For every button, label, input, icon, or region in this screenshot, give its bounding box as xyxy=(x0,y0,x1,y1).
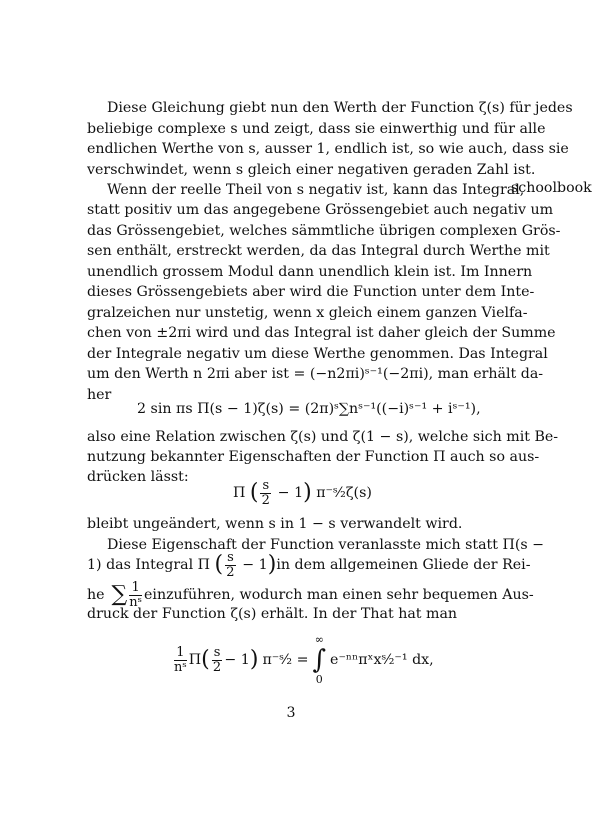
text-line: der Integrale negativ um diese Werthe genommen. Das Integral xyxy=(87,346,548,362)
text-line: Diese Gleichung giebt nun den Werth der Function ζ(s) für jedes xyxy=(107,100,573,116)
text-line: nutzung bekannter Eigenschaften der Function Π auch so aus- xyxy=(87,449,540,465)
text-fragment: einzuführen, wodurch man einen sehr bequemen Aus- xyxy=(144,587,534,603)
equation-2: Π ( $\frac{s}{2}$ − 1) π⁻ˢ⁄₂ζ(s) xyxy=(233,477,372,508)
eq2-right: π⁻ˢ⁄₂ζ(s) xyxy=(316,485,372,501)
sum-frac-den: nˢ xyxy=(129,594,143,610)
eq3-integrand: e⁻ⁿⁿπˣxˢ⁄₂⁻¹ dx, xyxy=(330,652,434,668)
text-line: Diese Eigenschaft der Function veranlasste mich statt Π(s − xyxy=(107,537,545,553)
text-line-inline-math: 1) das Integral Π ( $\frac{s}{2}$ − 1) in dem allgemeinen Gliede der Rei- xyxy=(87,548,496,582)
text-line: verschwindet, wenn s gleich einer negativen geraden Zahl ist. xyxy=(87,162,536,178)
inline-frac-den: 2 xyxy=(226,564,235,580)
eq3-inner-den: 2 xyxy=(212,659,222,675)
eq2-frac-den: 2 xyxy=(261,492,270,508)
sum-frac-num: 1 xyxy=(131,579,140,595)
margin-note: schoolbook xyxy=(511,180,592,196)
inline-frac-num: s xyxy=(227,549,234,565)
integral-lower: 0 xyxy=(315,673,323,686)
eq3-pi: Π xyxy=(188,652,202,668)
equation-3: $\frac{1}{\text{nˢ}}$ Π ( $\frac{s}{2}$ − 1 ) π⁻ˢ⁄₂ = ∞ ∫ 0 e⁻ⁿⁿπˣxˢ⁄₂⁻¹ dx, xyxy=(174,633,434,686)
text-line: chen von ±2πi wird und das Integral ist daher gleich der Summe xyxy=(87,325,556,341)
text-line: Wenn der reelle Theil von s negativ ist, kann das Integral, xyxy=(107,182,525,198)
text-line: um den Werth n 2πi aber ist = (−n2πi)ˢ⁻¹(−2πi), man erhält da- xyxy=(87,366,544,382)
text-line: beliebige complexe s und zeigt, dass sie einwerthig und für alle xyxy=(87,121,546,137)
text-fragment: in dem allgemeinen Gliede der Rei- xyxy=(276,557,531,573)
text-fragment: 1) das Integral Π xyxy=(87,557,210,573)
text-line: statt positiv um das angegebene Grössengebiet auch negativ um xyxy=(87,202,554,218)
eq3-pi-power: π⁻ˢ⁄₂ = xyxy=(262,652,309,668)
eq3-frac-den: nˢ xyxy=(174,659,187,675)
page-number: 3 xyxy=(286,705,296,721)
text-line: her xyxy=(87,387,112,403)
text-line: druck der Function ζ(s) erhält. In der That hat man xyxy=(87,606,458,622)
text-fragment: he xyxy=(87,587,105,603)
text-line: sen enthält, erstreckt werden, da das Integral durch Werthe mit xyxy=(87,243,550,259)
integral-upper: ∞ xyxy=(314,633,324,646)
inline-minus: − 1 xyxy=(242,557,268,573)
integral: ∞ ∫ 0 xyxy=(312,633,327,686)
text-line: endlichen Werthe von s, ausser 1, endlich ist, so wie auch, dass sie xyxy=(87,141,569,157)
eq2-frac-num: s xyxy=(262,477,270,493)
text-line: dieses Grössengebiets aber wird die Function unter dem Inte- xyxy=(87,284,535,300)
eq2-minus: − 1 xyxy=(277,485,304,501)
eq3-minus: − 1 xyxy=(224,652,250,668)
text-line: also eine Relation zwischen ζ(s) und ζ(1 − s), welche sich mit Be- xyxy=(87,429,559,445)
text-line: bleibt ungeändert, wenn s in 1 − s verwandelt wird. xyxy=(87,516,463,532)
eq3-frac-num: 1 xyxy=(176,644,185,660)
sum-sign: ∑ xyxy=(104,582,128,607)
text-line: drücken lässt: xyxy=(87,469,189,485)
eq3-inner-num: s xyxy=(213,644,221,660)
text-line: unendlich grossem Modul dann unendlich klein ist. Im Innern xyxy=(87,264,533,280)
eq2-pi: Π xyxy=(233,485,246,501)
text-line: gralzeichen nur unstetig, wenn x gleich einem ganzen Vielfa- xyxy=(87,305,528,321)
text-line: das Grössengebiet, welches sämmtliche übrigen complexen Grös- xyxy=(87,223,561,239)
equation-1: 2 sin πs Π(s − 1)ζ(s) = (2π)ˢ∑nˢ⁻¹((−i)ˢ⁻¹ + iˢ⁻¹), xyxy=(137,401,481,417)
